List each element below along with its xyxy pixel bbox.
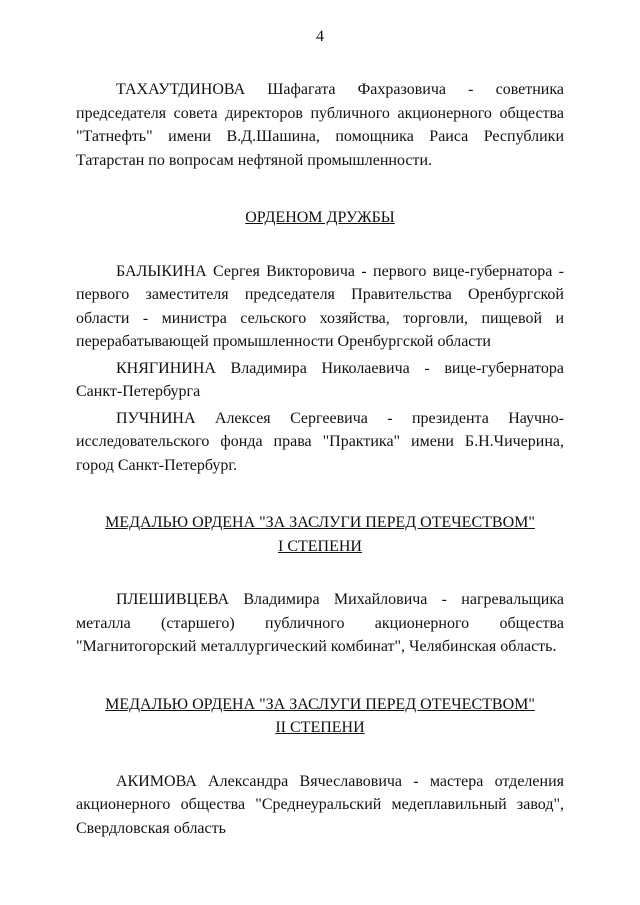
section-spacer bbox=[76, 230, 564, 260]
heading-medal-first-degree: МЕДАЛЬЮ ОРДЕНА "ЗА ЗАСЛУГИ ПЕРЕД ОТЕЧЕСТВОМ" bbox=[105, 514, 535, 531]
award-entry-takhautdinov: ТАХАУТДИНОВА Шафагата Фахразовича - советника председателя совета директоров публичного акционерного общества "Татнефть" имени В.Д.Шашина, помощника Раиса Республики Татарстан по вопросам нефтяной промышленности. bbox=[76, 81, 564, 169]
heading-medal-first-degree-grade: I СТЕПЕНИ bbox=[278, 537, 362, 555]
award-entry-knyaginin: КНЯГИНИНА Владимира Николаевича - вице-губернатора Санкт-Петербурга bbox=[76, 359, 564, 400]
heading-medal-second-degree: МЕДАЛЬЮ ОРДЕНА "ЗА ЗАСЛУГИ ПЕРЕД ОТЕЧЕСТВОМ" bbox=[105, 695, 535, 713]
heading-order-of-friendship: ОРДЕНОМ ДРУЖБЫ bbox=[245, 209, 395, 226]
award-entry-puchnin: ПУЧНИНА Алексея Сергеевича - президента Научно-исследовательского фонда права "Практика" имени Б.Н.Чичерина, город Санкт-Петербург. bbox=[76, 409, 564, 474]
section-spacer bbox=[76, 172, 564, 206]
section-spacer bbox=[76, 477, 564, 511]
heading-medal-second-degree-grade: II СТЕПЕНИ bbox=[275, 719, 365, 736]
section-spacer bbox=[76, 740, 564, 770]
award-entry-balykin: БАЛЫКИНА Сергея Викторовича - первого вице-губернатора - первого заместителя председателя Правительства Оренбургской области - министра сельского хозяйства, торговли, пищевой и перерабатывающей промышленности Оренбургской области bbox=[76, 262, 564, 350]
award-entry-pleshivtsev: ПЛЕШИВЦЕВА Владимира Михайловича - нагревальщика металла (старшего) публичного акционерного общества "Магнитогорский металлургический комбинат", Челябинская область. bbox=[76, 591, 564, 655]
page-content bbox=[76, 78, 564, 840]
section-spacer bbox=[76, 558, 564, 588]
page-number: 4 bbox=[316, 28, 324, 45]
award-entry-akimov: АКИМОВА Александра Вячеславовича - мастера отделения акционерного общества "Среднеуральский медеплавильный завод", Свердловская область bbox=[76, 772, 564, 837]
section-spacer bbox=[76, 659, 564, 693]
